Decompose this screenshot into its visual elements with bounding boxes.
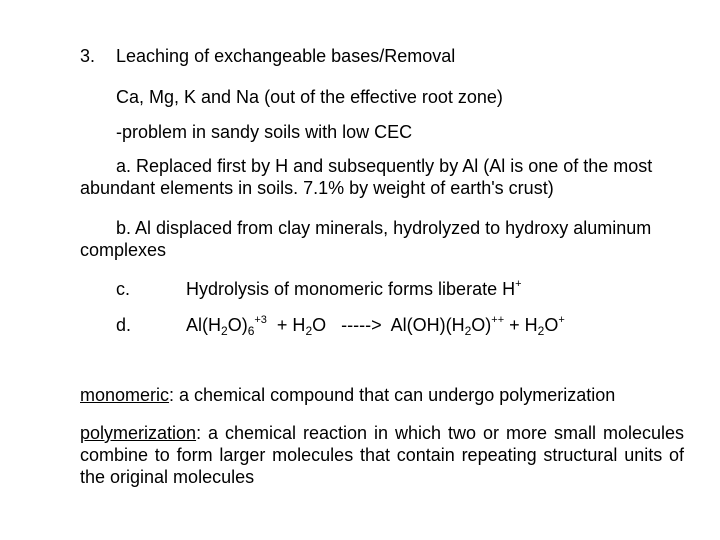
definition-polymerization-text: : a chemical reaction in which two or more small molecules combine to form larger molecules that contain repeating structural units of the original molecules (80, 423, 684, 487)
section-heading (80, 45, 455, 67)
item-c-superscript: + (515, 278, 522, 290)
item-d-letter: d. (116, 315, 132, 335)
term-monomeric: monomeric (80, 385, 170, 405)
item-a: a. Replaced first by H and subsequently by Al (Al is one of the most abundant elements in soils. 7.1% by weight of earth's crust) (80, 156, 653, 198)
sandy-soils-line: -problem in sandy soils with low CEC (116, 122, 413, 142)
term-polymerization: polymerization (80, 423, 197, 443)
item-c-text: Hydrolysis of monomeric forms liberate H (186, 279, 516, 299)
equation: $Al(H_2O)_6^{+3} + H_2O$ -----> $Al(OH)(H_2O)^{++} + H_2O^+$ (186, 314, 565, 338)
definition-polymerization (80, 422, 684, 488)
definition-monomeric (80, 384, 684, 406)
section-number: 3. (80, 46, 96, 66)
item-c (116, 278, 522, 300)
item-b: b. Al displaced from clay minerals, hydrolyzed to hydroxy aluminum complexes (80, 218, 652, 260)
item-c-letter: c. (116, 279, 131, 299)
section-title: Leaching of exchangeable bases/Removal (116, 46, 456, 66)
bases-line: Ca, Mg, K and Na (out of the effective root zone) (116, 87, 503, 107)
item-d (116, 314, 565, 336)
definition-monomeric-text: : a chemical compound that can undergo polymerization (169, 385, 616, 405)
